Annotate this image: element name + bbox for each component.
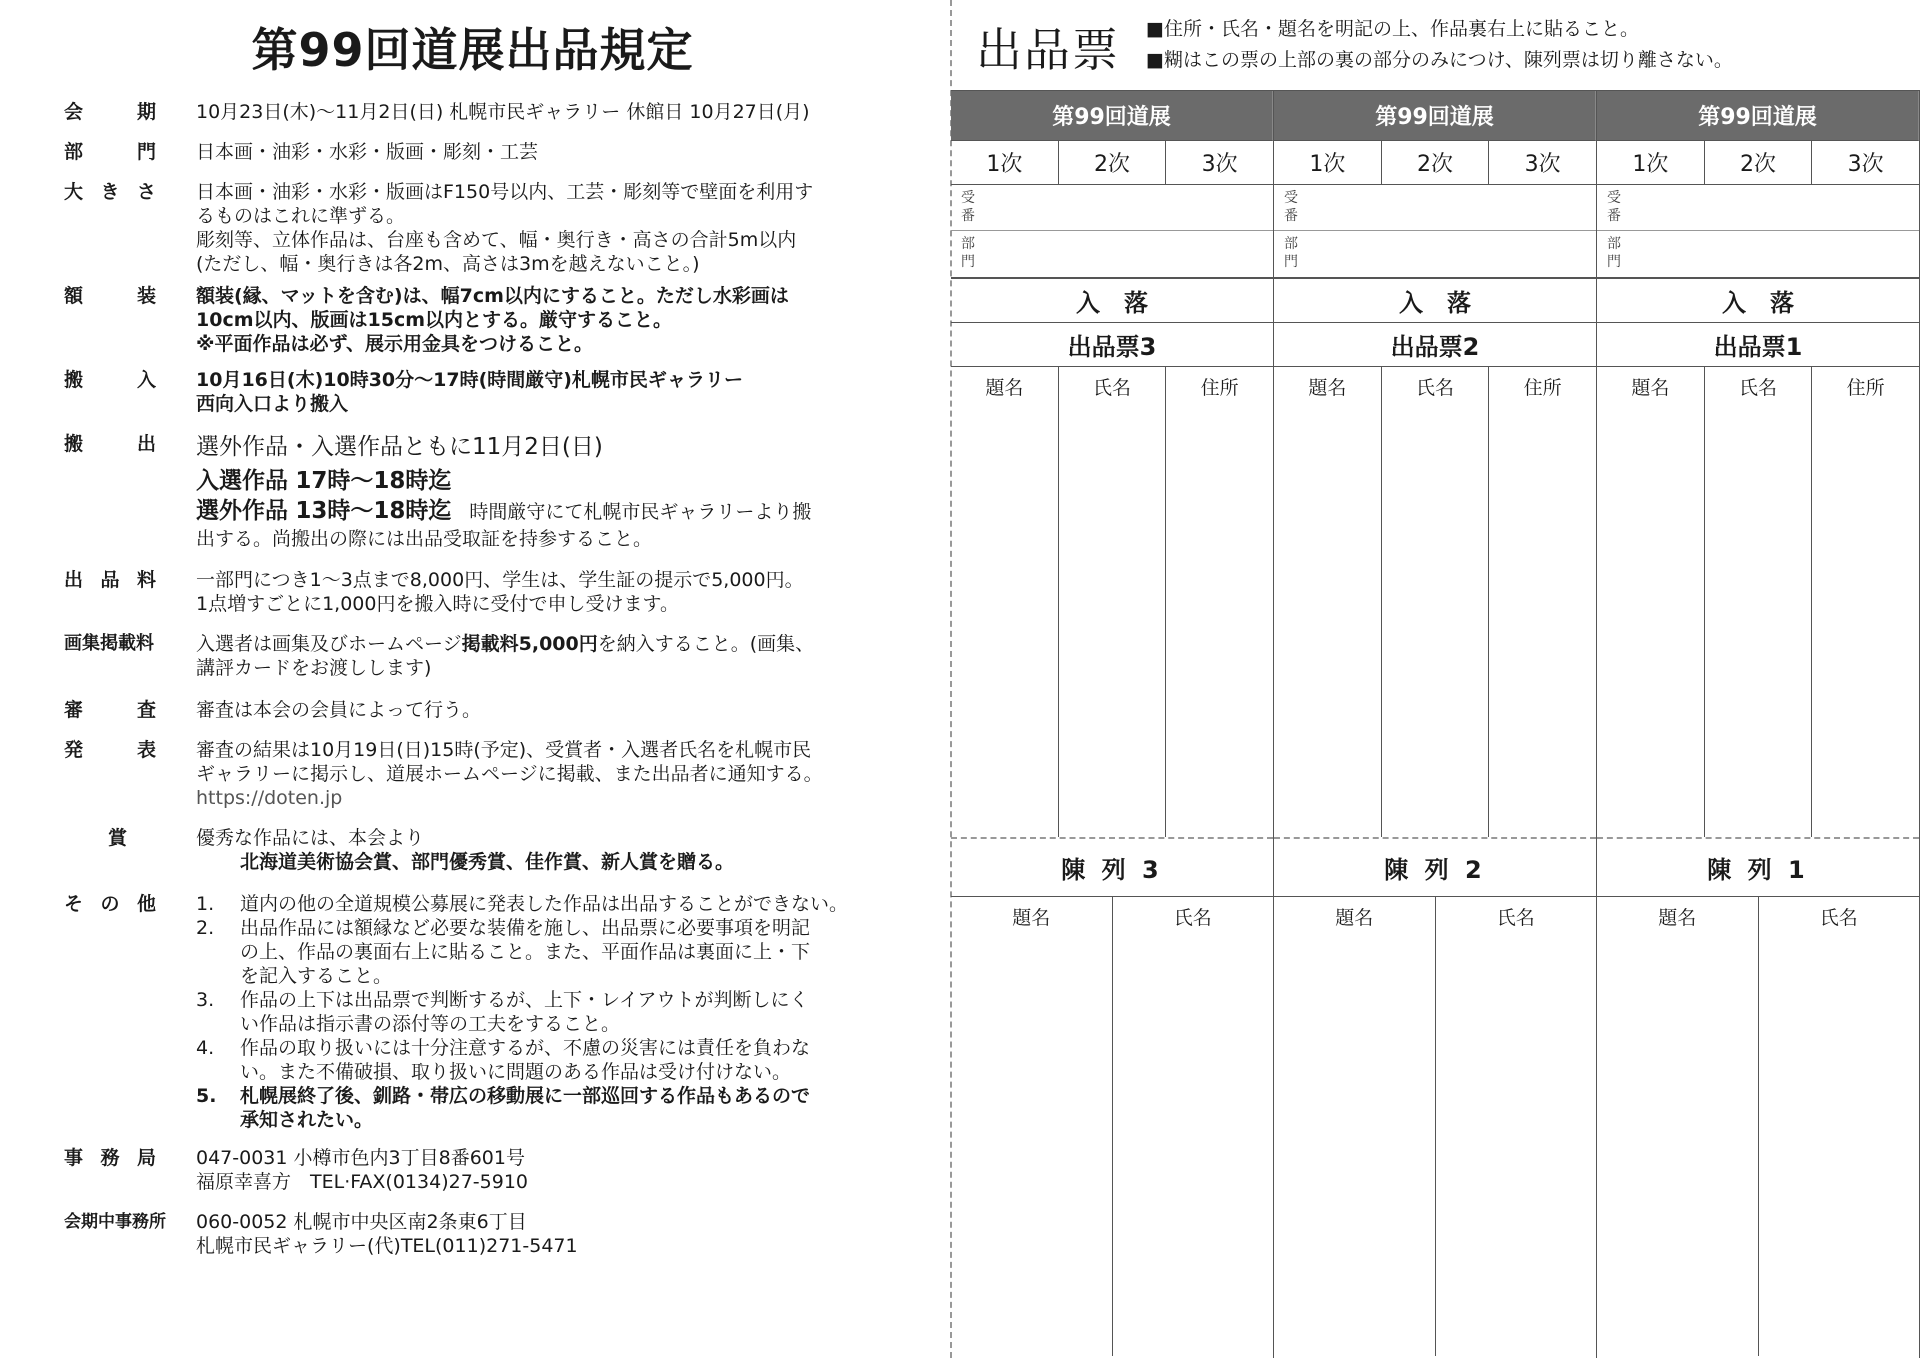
rule-size — [64, 180, 900, 284]
website-link[interactable]: https://doten.jp — [196, 787, 343, 809]
rule-office — [64, 1146, 900, 1210]
slip-fields — [1597, 367, 1919, 839]
rejected-label: 選外作品 — [196, 498, 288, 524]
rule-text: を納入すること。(画集、 — [597, 633, 815, 655]
rule-text: るものはこれに準ずる。 — [196, 205, 406, 227]
rule-text: 福原幸喜方 TEL·FAX(0134)27-5910 — [196, 1171, 528, 1193]
round-cell: 1次 — [1274, 141, 1382, 184]
title-field[interactable]: 題名 — [1274, 367, 1382, 837]
round-cell: 2次 — [1382, 141, 1490, 184]
address-field[interactable]: 住所 — [1523, 377, 1562, 399]
slip-label: 出品票3 — [951, 323, 1273, 367]
division-label: 部門 — [1607, 236, 1621, 270]
rule-divisions — [64, 140, 900, 180]
ticket-header: 第99回道展 — [1274, 91, 1596, 141]
rule-label: 事務局 — [64, 1147, 156, 1169]
round-cell: 3次 — [1201, 152, 1238, 177]
accept-reject-box: 入 落 — [1274, 279, 1596, 323]
round-cell: 1次 — [951, 141, 1059, 184]
rule-text: 日本画・油彩・水彩・版画はF150号以内、工芸・彫刻等で壁面を利用す — [196, 181, 814, 203]
rule-text: 入選者は画集及びホームページ — [196, 633, 462, 655]
slip-label: 出品票2 — [1274, 323, 1596, 367]
rule-other — [64, 892, 900, 1146]
other-item-number: 1. — [196, 893, 215, 915]
rule-text: (ただし、幅・奥行きは各2m、高さは3mを越えないこと。) — [196, 253, 700, 275]
address-field[interactable]: 住所 — [1846, 377, 1885, 399]
accepted-label: 入選作品 — [196, 468, 288, 494]
display-title-field[interactable]: 題名 — [1597, 897, 1759, 1356]
display-title-field[interactable]: 題名 — [1274, 897, 1436, 1356]
rule-text: 審査は本会の会員によって行う。 — [196, 699, 482, 721]
display-label: 陳 列 3 — [951, 839, 1273, 897]
ticket-header: 第99回道展 — [1597, 91, 1919, 141]
division-field[interactable] — [1597, 231, 1919, 279]
title-field[interactable]: 題名 — [951, 367, 1059, 837]
rule-text: 出する。尚搬出の際には出品受取証を持参すること。 — [196, 528, 653, 550]
division-label: 部門 — [1284, 236, 1298, 270]
reception-number-field[interactable] — [1274, 185, 1596, 231]
display-name-field[interactable]: 氏名 — [1496, 907, 1535, 929]
rejected-note: 時間厳守にて札幌市民ギャラリーより搬 — [469, 501, 812, 523]
rule-text: 西向入口より搬入 — [196, 393, 349, 415]
slip-label: 出品票1 — [1597, 323, 1919, 367]
rule-label: 額 装 — [64, 285, 156, 307]
round-cell: 2次 — [1059, 141, 1167, 184]
display-label: 陳 列 1 — [1597, 839, 1919, 897]
other-item-text: 道内の他の全道規模公募展に発表した作品は出品することができない。 — [240, 893, 849, 915]
other-item — [196, 988, 900, 1036]
rule-label: その他 — [64, 893, 156, 915]
accept-reject-box: 入 落 — [1597, 279, 1919, 323]
rule-label: 会 期 — [64, 101, 156, 123]
rule-text: 10cm以内、版画は15cm以内とする。厳守すること。 — [196, 309, 673, 331]
other-item-number: 3. — [196, 989, 215, 1011]
rule-text: 額装(縁、マットを含む)は、幅7cm以内にすること。ただし水彩画は — [196, 285, 789, 307]
reception-number-field[interactable] — [1597, 185, 1919, 231]
rules-list — [64, 100, 900, 1270]
rule-text: 1点増すごとに1,000円を搬入時に受付で申し受けます。 — [196, 593, 679, 615]
other-item — [196, 916, 900, 988]
slip-note: ■糊はこの票の上部の裏の部分のみにつけ、陳列票は切り離さない。 — [1146, 49, 1733, 71]
reception-label: 受番 — [1607, 190, 1621, 224]
round-cell: 3次 — [1847, 152, 1884, 177]
reception-label: 受番 — [961, 190, 975, 224]
rule-text: 選外作品・入選作品ともに11月2日(日) — [196, 434, 603, 460]
slip-page — [951, 0, 1920, 1358]
other-list — [196, 892, 900, 1132]
rule-text: 060-0052 札幌市中央区南2条東6丁目 — [196, 1211, 527, 1233]
rule-label: 部 門 — [64, 141, 156, 163]
rule-text: 講評カードをお渡しします) — [196, 657, 432, 679]
accept-reject-box: 入 落 — [951, 279, 1273, 323]
other-item-text: い。また不備破損、取り扱いに問題のある作品は受け付けない。 — [240, 1061, 792, 1083]
rule-text: 一部門につき1～3点まで8,000円、学生は、学生証の提示で5,000円。 — [196, 569, 804, 591]
slip-title: 出品票 — [976, 23, 1120, 77]
round-cell: 2次 — [1705, 141, 1813, 184]
display-label: 陳 列 2 — [1274, 839, 1596, 897]
name-field[interactable]: 氏名 — [1382, 367, 1490, 837]
other-item-text: い作品は指示書の添付等の工夫をすること。 — [240, 1013, 621, 1035]
display-title-field[interactable]: 題名 — [951, 897, 1113, 1356]
other-item — [196, 892, 900, 916]
rule-label: 搬 入 — [64, 369, 156, 391]
rule-text: 10月23日(木)～11月2日(日) 札幌市民ギャラリー 休館日 10月27日(月) — [196, 101, 810, 123]
rule-label: 賞 — [108, 827, 128, 849]
reception-label: 受番 — [1284, 190, 1298, 224]
rule-framing — [64, 284, 900, 368]
rule-text: 047-0031 小樽市色内3丁目8番601号 — [196, 1147, 525, 1169]
display-name-field[interactable]: 氏名 — [1173, 907, 1212, 929]
other-item-number: 5. — [196, 1085, 217, 1107]
address-field[interactable]: 住所 — [1200, 377, 1239, 399]
ticket-header: 第99回道展 — [951, 91, 1273, 141]
other-item-text: 作品の取り扱いには十分注意するが、不慮の災害には責任を負わな — [240, 1037, 811, 1059]
display-fields — [1274, 897, 1596, 1356]
rule-announcement — [64, 738, 900, 826]
rule-session-office — [64, 1210, 900, 1270]
other-item-number: 2. — [196, 917, 215, 939]
other-item-text: 札幌展終了後、釧路・帯広の移動展に一部巡回する作品もあるので — [240, 1085, 811, 1107]
other-item-text: を記入すること。 — [240, 965, 393, 987]
rule-judging — [64, 698, 900, 738]
entry-ticket — [1274, 91, 1597, 1358]
round-cell: 1次 — [1597, 141, 1705, 184]
rule-awards — [64, 826, 900, 892]
other-item-text: の上、作品の裏面右上に貼ること。また、平面作品は裏面に上・下 — [240, 941, 811, 963]
division-label: 部門 — [961, 236, 975, 270]
other-item — [196, 1036, 900, 1084]
rule-text: 優秀な作品には、本会より — [196, 827, 425, 849]
slip-fields — [951, 367, 1273, 839]
rule-label: 会期中事務所 — [64, 1212, 166, 1232]
rules-page — [0, 0, 945, 1358]
round-cell: 3次 — [1524, 152, 1561, 177]
tickets — [951, 90, 1920, 1358]
rule-text: ※平面作品は必ず、展示用金具をつけること。 — [196, 333, 593, 355]
display-fields — [1597, 897, 1919, 1356]
catalog-fee-amount: 掲載料5,000円 — [461, 633, 598, 655]
rejected-time: 13時～18時迄 — [295, 498, 452, 524]
slip-note: ■住所・氏名・題名を明記の上、作品裏右上に貼ること。 — [1146, 18, 1639, 40]
slip-notes — [1146, 14, 1733, 76]
rule-text: ギャラリーに掲示し、道展ホームページに掲載、また出品者に通知する。 — [196, 763, 823, 785]
display-name-field[interactable]: 氏名 — [1819, 907, 1858, 929]
rule-period — [64, 100, 900, 140]
rule-label: 発 表 — [64, 739, 156, 761]
ticket-rounds — [1597, 141, 1919, 185]
other-item-text: 作品の上下は出品票で判断するが、上下・レイアウトが判断しにく — [240, 989, 809, 1011]
name-field[interactable]: 氏名 — [1705, 367, 1813, 837]
other-item-number: 4. — [196, 1037, 215, 1059]
rule-label: 搬 出 — [64, 433, 156, 455]
rule-text: 札幌市民ギャラリー(代)TEL(011)271-5471 — [196, 1235, 578, 1257]
rule-label: 審 査 — [64, 699, 156, 721]
division-field[interactable] — [1274, 231, 1596, 279]
rule-text: 日本画・油彩・水彩・版画・彫刻・工芸 — [196, 141, 539, 163]
rule-text: 10月16日(木)10時30分～17時(時間厳守)札幌市民ギャラリー — [196, 369, 743, 391]
rule-fee — [64, 568, 900, 632]
rule-catalog-fee — [64, 632, 900, 698]
entry-ticket — [951, 91, 1274, 1358]
slip-fields — [1274, 367, 1596, 839]
ticket-rounds — [951, 141, 1273, 185]
page-title: 第99回道展出品規定 — [251, 23, 694, 77]
other-item-text: 承知されたい。 — [240, 1109, 374, 1131]
reception-number-field[interactable] — [951, 185, 1273, 231]
name-field[interactable]: 氏名 — [1059, 367, 1167, 837]
rule-text: 北海道美術協会賞、部門優秀賞、佳作賞、新人賞を贈る。 — [240, 851, 735, 873]
display-fields — [951, 897, 1273, 1356]
rule-text: 審査の結果は10月19日(日)15時(予定)、受賞者・入選者氏名を札幌市民 — [196, 739, 812, 761]
rule-label: 大きさ — [64, 181, 156, 203]
title-field[interactable]: 題名 — [1597, 367, 1705, 837]
rule-delivery-in — [64, 368, 900, 432]
other-item-text: 出品作品には額縁など必要な装備を施し、出品票に必要事項を明記 — [240, 917, 811, 939]
rule-delivery-out — [64, 432, 900, 568]
division-field[interactable] — [951, 231, 1273, 279]
rule-text: 彫刻等、立体作品は、台座も含めて、幅・奥行き・高さの合計5m以内 — [196, 229, 797, 251]
ticket-rounds — [1274, 141, 1596, 185]
accepted-time: 17時～18時迄 — [295, 468, 452, 494]
other-item — [196, 1084, 900, 1132]
rule-label: 画集掲載料 — [64, 633, 154, 654]
entry-ticket — [1597, 91, 1920, 1358]
rule-label: 出品料 — [64, 569, 156, 591]
